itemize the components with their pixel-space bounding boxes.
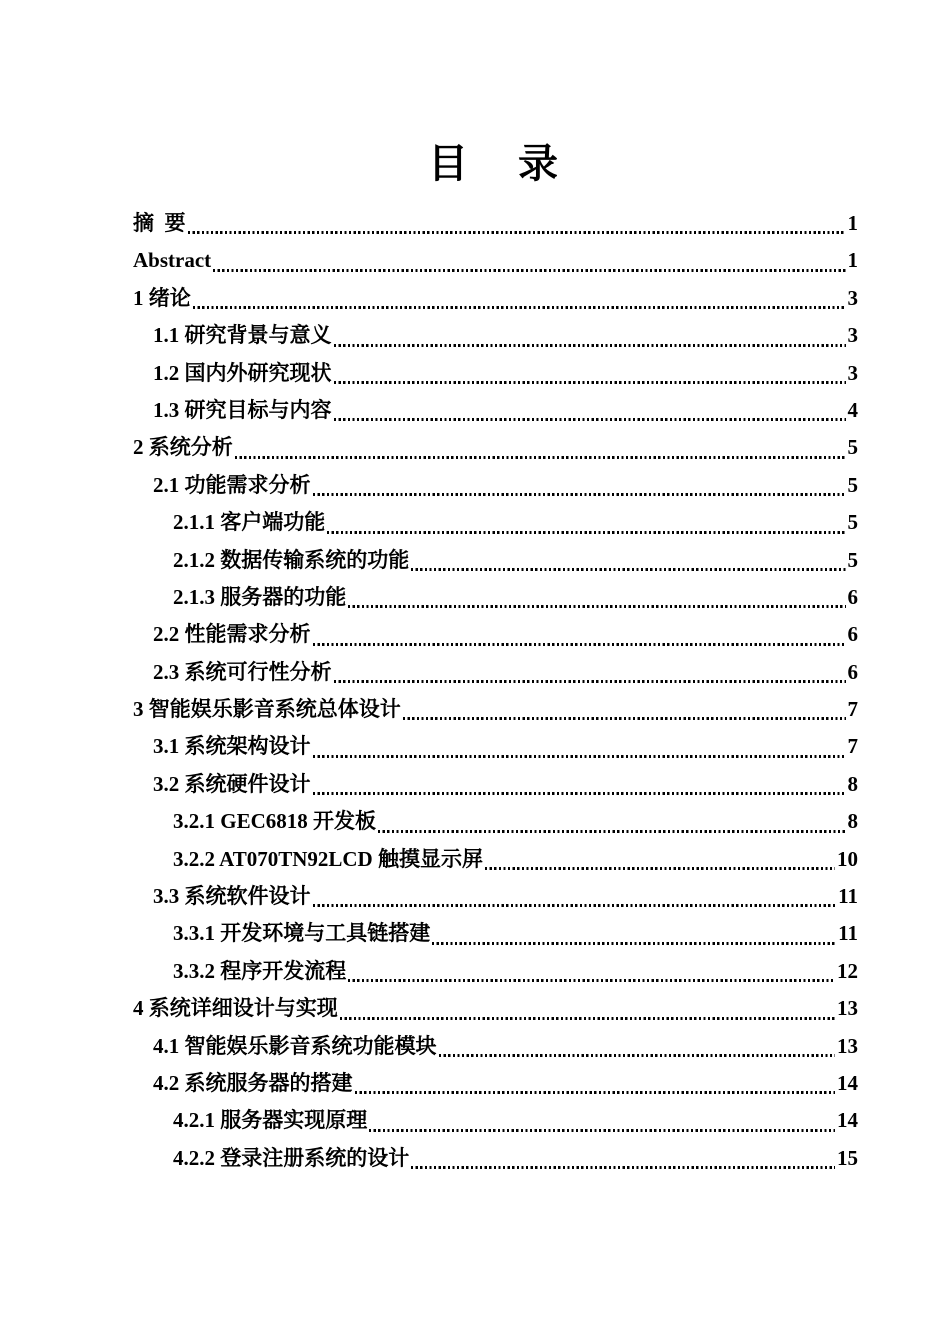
toc-entry-label: Abstract — [133, 248, 212, 273]
dot-leader — [403, 717, 846, 720]
toc-entry[interactable] — [133, 953, 858, 990]
toc-entry-page-number: 13 — [837, 1033, 858, 1058]
dot-leader — [327, 531, 845, 534]
toc-entry[interactable] — [133, 355, 858, 392]
dot-leader — [378, 830, 845, 833]
toc-entry-page-number: 6 — [847, 659, 858, 684]
toc-entry-page-number: 7 — [847, 697, 858, 722]
toc-entry-page-number: 8 — [847, 809, 858, 834]
toc-entry-label: 4 系统详细设计与实现 — [133, 996, 338, 1021]
toc-entry-page-number: 6 — [847, 622, 858, 647]
toc-entry-label: 3.3.1 开发环境与工具链搭建 — [173, 921, 431, 946]
toc-entry-label: 4.1 智能娱乐影音系统功能模块 — [153, 1033, 437, 1058]
toc-entry-label: 3.1 系统架构设计 — [153, 734, 311, 759]
toc-entry-page-number: 7 — [847, 734, 858, 759]
toc-entry[interactable] — [133, 654, 858, 691]
toc-entry[interactable] — [133, 990, 858, 1027]
toc-entry-label: 3.2.2 AT070TN92LCD 触摸显示屏 — [173, 846, 483, 871]
toc-entry[interactable] — [133, 841, 858, 878]
toc-entry[interactable] — [133, 728, 858, 765]
dot-leader — [369, 1129, 835, 1132]
toc-entry[interactable] — [133, 1028, 858, 1065]
toc-entry-label: 1.1 研究背景与意义 — [153, 323, 332, 348]
toc-entry[interactable] — [133, 1140, 858, 1177]
toc-entry[interactable] — [133, 317, 858, 354]
toc-entry[interactable] — [133, 878, 858, 915]
dot-leader — [334, 381, 846, 384]
toc-entry-page-number: 5 — [847, 472, 858, 497]
toc-entry-label: 2.1 功能需求分析 — [153, 472, 311, 497]
dot-leader — [193, 306, 846, 309]
toc-entry-label: 2.1.1 客户端功能 — [173, 510, 326, 535]
toc-entry-label: 2 系统分析 — [133, 435, 233, 460]
dot-leader — [355, 1091, 836, 1094]
dot-leader — [340, 1017, 835, 1020]
toc-entry-label: 2.3 系统可行性分析 — [153, 659, 332, 684]
toc-entry-page-number: 3 — [847, 285, 858, 310]
toc-entry-page-number: 14 — [837, 1108, 858, 1133]
toc-entry-page-number: 3 — [847, 323, 858, 348]
toc-entry[interactable] — [133, 803, 858, 840]
toc-entry-label: 2.2 性能需求分析 — [153, 622, 311, 647]
dot-leader — [313, 493, 846, 496]
toc-entry-label: 3 智能娱乐影音系统总体设计 — [133, 697, 401, 722]
toc-entry[interactable] — [133, 392, 858, 429]
toc-entry-label: 2.1.3 服务器的功能 — [173, 584, 347, 609]
dot-leader — [235, 456, 846, 459]
toc-entry-label: 3.2 系统硬件设计 — [153, 771, 311, 796]
toc-entry[interactable] — [133, 1102, 858, 1139]
toc-entry[interactable] — [133, 467, 858, 504]
toc-entry[interactable] — [133, 280, 858, 317]
toc-entry-label: 4.2.2 登录注册系统的设计 — [173, 1145, 410, 1170]
toc-title: 目 录 — [428, 141, 563, 186]
toc-entry-page-number: 12 — [837, 958, 858, 983]
toc-entry-page-number: 14 — [837, 1070, 858, 1095]
dot-leader — [334, 418, 846, 421]
toc-entry-label: 摘 要 — [133, 211, 186, 235]
toc-entry-page-number: 3 — [847, 360, 858, 385]
dot-leader — [348, 979, 835, 982]
toc-entry-label: 3.2.1 GEC6818 开发板 — [173, 809, 377, 834]
dot-leader — [313, 643, 846, 646]
toc-entry[interactable] — [133, 616, 858, 653]
toc-entry-page-number: 6 — [847, 584, 858, 609]
dot-leader — [432, 942, 836, 945]
toc-entry[interactable] — [133, 915, 858, 952]
dot-leader — [439, 1054, 836, 1057]
toc-entry[interactable] — [133, 429, 858, 466]
dot-leader — [485, 867, 835, 870]
dot-leader — [334, 344, 846, 347]
toc-entry[interactable] — [133, 242, 858, 279]
toc-entry[interactable] — [133, 691, 858, 728]
toc-entry-page-number: 10 — [837, 846, 858, 871]
dot-leader — [313, 904, 837, 907]
dot-leader — [313, 755, 846, 758]
toc-entry-label: 1.2 国内外研究现状 — [153, 360, 332, 385]
toc-entry-page-number: 15 — [837, 1145, 858, 1170]
toc-entry-page-number: 11 — [838, 884, 858, 909]
toc-entry-label: 2.1.2 数据传输系统的功能 — [173, 547, 410, 572]
toc-entry-label: 1 绪论 — [133, 285, 191, 310]
dot-leader — [313, 792, 846, 795]
toc-entry-label: 4.2.1 服务器实现原理 — [173, 1108, 368, 1133]
toc-list — [133, 205, 858, 1177]
dot-leader — [213, 269, 845, 272]
dot-leader — [411, 1166, 835, 1169]
toc-entry[interactable] — [133, 504, 858, 541]
toc-entry-page-number: 13 — [837, 996, 858, 1021]
dot-leader — [411, 568, 845, 571]
toc-entry-label: 4.2 系统服务器的搭建 — [153, 1070, 353, 1095]
toc-entry-page-number: 11 — [838, 921, 858, 946]
toc-entry-page-number: 1 — [847, 211, 858, 235]
toc-entry-page-number: 4 — [847, 397, 858, 422]
toc-entry[interactable] — [133, 579, 858, 616]
toc-entry-label: 1.3 研究目标与内容 — [153, 397, 332, 422]
toc-entry-label: 3.3 系统软件设计 — [153, 884, 311, 909]
toc-entry[interactable] — [133, 542, 858, 579]
toc-entry-page-number: 5 — [847, 435, 858, 460]
toc-entry-page-number: 1 — [847, 248, 858, 273]
toc-entry-page-number: 8 — [847, 771, 858, 796]
toc-entry-page-number: 5 — [847, 510, 858, 535]
dot-leader — [188, 231, 846, 234]
toc-entry-label: 3.3.2 程序开发流程 — [173, 958, 347, 983]
dot-leader — [348, 605, 845, 608]
toc-entry[interactable] — [133, 766, 858, 803]
toc-entry[interactable] — [133, 205, 858, 242]
dot-leader — [334, 680, 846, 683]
toc-entry[interactable] — [133, 1065, 858, 1102]
toc-entry-page-number: 5 — [847, 547, 858, 572]
